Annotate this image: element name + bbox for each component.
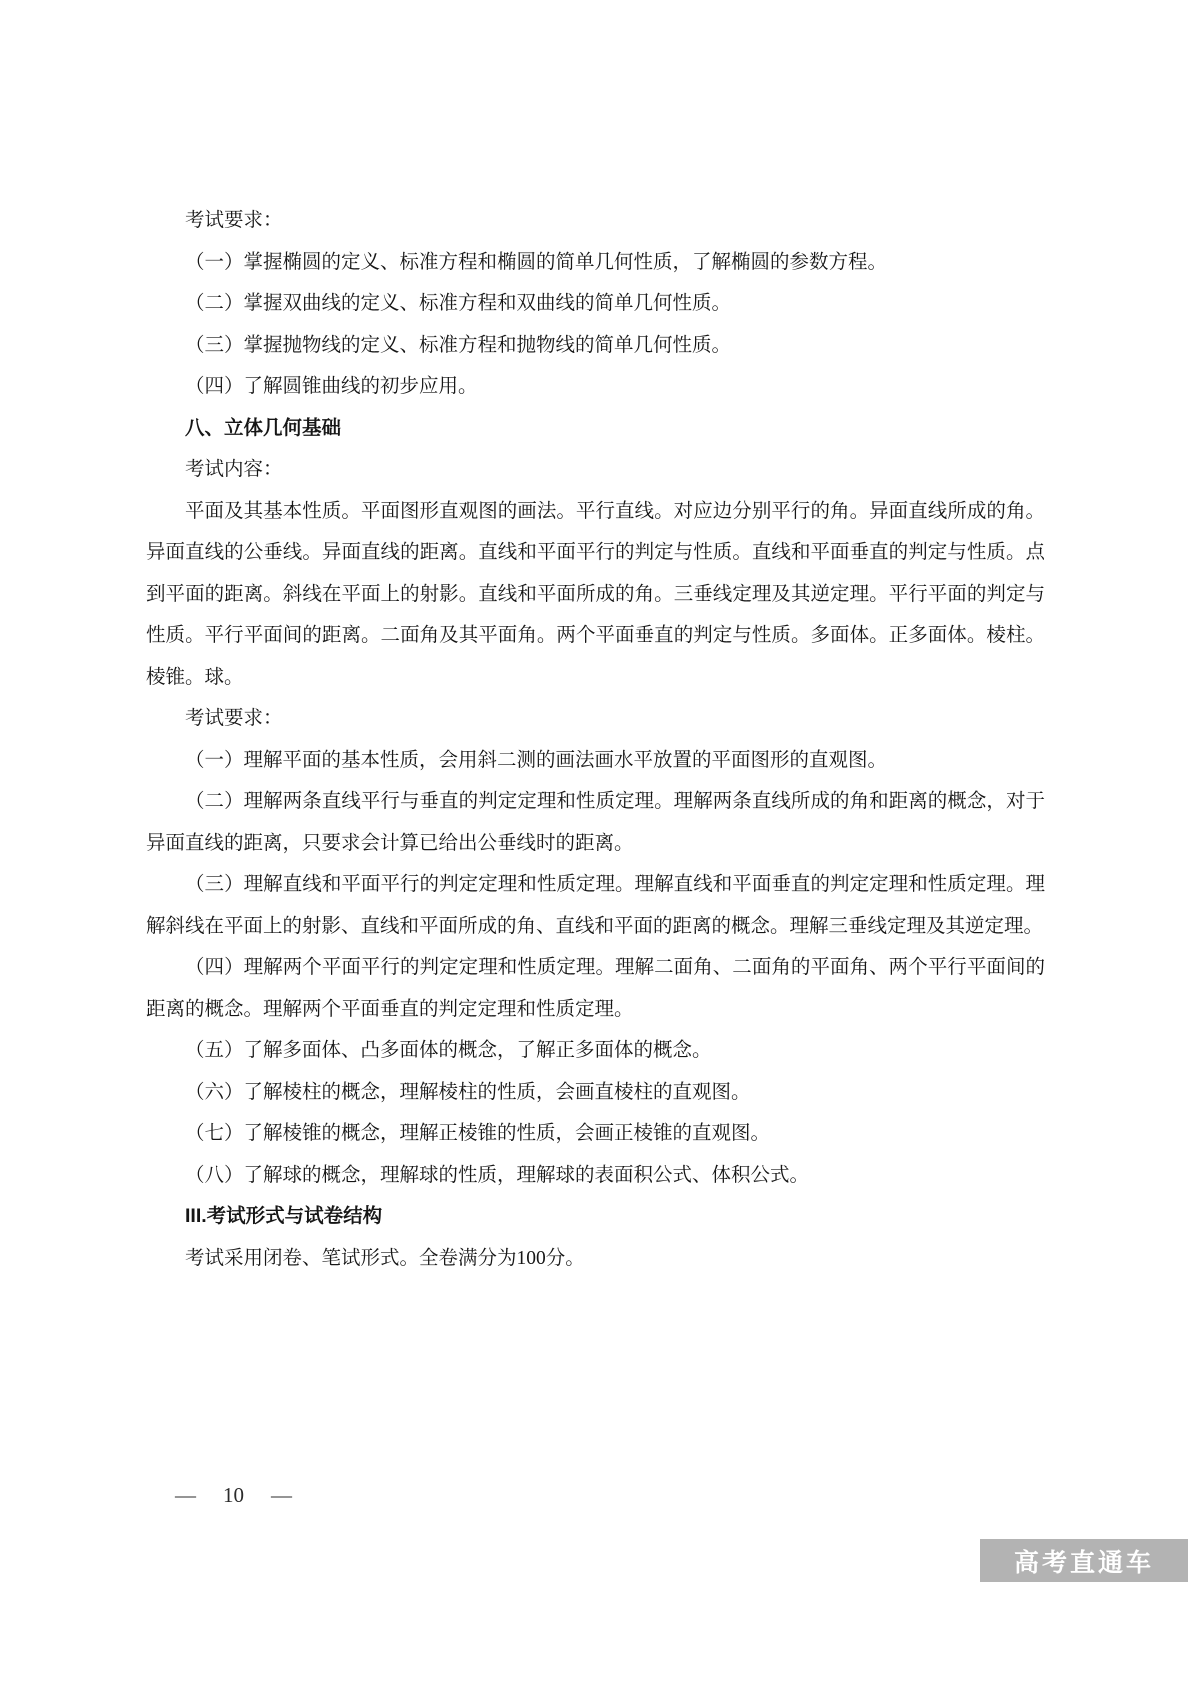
paragraph: （四）了解圆锥曲线的初步应用。 <box>185 376 478 397</box>
footer-left-dash: — <box>175 1483 196 1507</box>
paragraph: （八）了解球的概念，理解球的性质，理解球的表面积公式、体积公式。 <box>185 1164 810 1186</box>
paragraph: （三）理解直线和平面平行的判定定理和性质定理。理解直线和平面垂直的判定定理和性质定理。理解斜线在平面上的射影、直线和平面所成的角、直线和平面的距离的概念。理解三垂线定理及其逆定理。 <box>146 874 1045 937</box>
paragraph: （四）理解两个平面平行的判定定理和性质定理。理解二面角、二面角的平面角、两个平行平面间的距离的概念。理解两个平面垂直的判定定理和性质定理。 <box>146 957 1045 1020</box>
footer-right-dash: — <box>271 1483 292 1507</box>
paragraph: （一）掌握椭圆的定义、标准方程和椭圆的简单几何性质，了解椭圆的参数方程。 <box>185 251 888 273</box>
paragraph: （三）掌握抛物线的定义、标准方程和抛物线的简单几何性质。 <box>185 334 732 356</box>
page-number: 10 <box>223 1483 244 1507</box>
paragraph: （一）理解平面的基本性质，会用斜二测的画法画水平放置的平面图形的直观图。 <box>185 749 888 771</box>
section-heading: 八、立体几何基础 <box>185 416 342 439</box>
paragraph: 平面及其基本性质。平面图形直观图的画法。平行直线。对应边分别平行的角。异面直线所成的角。异面直线的公垂线。异面直线的距离。直线和平面平行的判定与性质。直线和平面垂直的判定与性质。点到平面的距离。斜线在平面上的射影。直线和平面所成的角。三垂线定理及其逆定理。平行平面的判定与性质。平行平面间的距离。二面角及其平面角。两个平面垂直的判定与性质。多面体。正多面体。棱柱。棱锥。球。 <box>146 500 1045 688</box>
paragraph: （五）了解多面体、凸多面体的概念，了解正多面体的概念。 <box>185 1040 712 1061</box>
page-footer <box>175 1483 292 1508</box>
paragraph: （七）了解棱锥的概念，理解正棱锥的性质，会画正棱锥的直观图。 <box>185 1123 771 1144</box>
paragraph: （二）掌握双曲线的定义、标准方程和双曲线的简单几何性质。 <box>185 293 732 314</box>
paragraph: 考试内容： <box>185 459 283 480</box>
paragraph: （二）理解两条直线平行与垂直的判定定理和性质定理。理解两条直线所成的角和距离的概念，对于异面直线的距离，只要求会计算已给出公垂线时的距离。 <box>146 791 1045 854</box>
paragraph: 考试要求： <box>185 708 283 729</box>
document-content <box>146 200 1045 1279</box>
paragraph: 考试采用闭卷、笔试形式。全卷满分为100分。 <box>185 1247 585 1269</box>
section-heading: III.考试形式与试卷结构 <box>185 1205 383 1227</box>
paragraph: （六）了解棱柱的概念，理解棱柱的性质，会画直棱柱的直观图。 <box>185 1081 751 1103</box>
paragraph: 考试要求： <box>185 210 283 231</box>
watermark-badge: 高考直通车 <box>980 1539 1188 1582</box>
